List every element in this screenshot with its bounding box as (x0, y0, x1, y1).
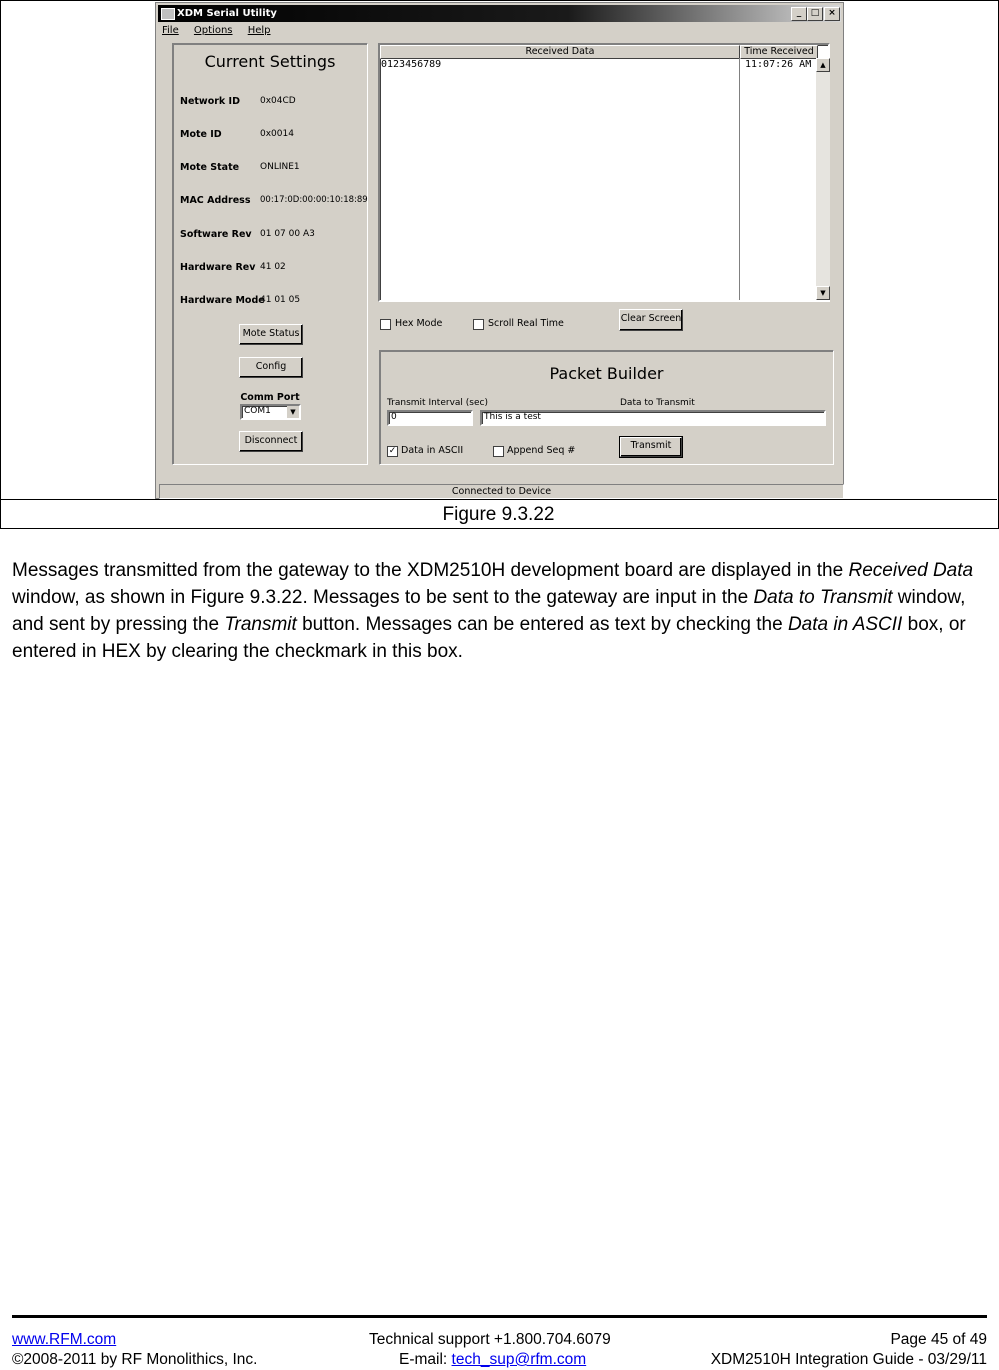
footer-email-link[interactable]: tech_sup@rfm.com (451, 1351, 587, 1368)
comm-port-select[interactable] (240, 404, 301, 420)
data-in-ascii-label: Data in ASCII (401, 445, 464, 456)
vertical-scrollbar[interactable] (816, 58, 830, 300)
para-italic-data-to-transmit: Data to Transmit (753, 587, 893, 608)
footer-page-number: Page 45 of 49 (890, 1331, 987, 1348)
para-italic-data-in-ascii: Data in ASCII (787, 614, 903, 635)
menu-file[interactable]: File (162, 25, 179, 36)
scroll-up-icon[interactable]: ▲ (816, 58, 830, 72)
current-settings-panel (172, 43, 368, 465)
para-italic-transmit: Transmit (224, 614, 297, 635)
received-data-header[interactable]: Received Data (380, 45, 740, 59)
software-rev-label: Software Rev (180, 229, 252, 240)
para-text-2: window, as shown in Figure 9.3.22. Messages to be sent to the gateway are input in the (12, 587, 754, 608)
network-id-label: Network ID (180, 96, 240, 107)
para-text-1: Messages transmitted from the gateway to the XDM2510H development board are displayed in the (12, 560, 849, 581)
maximize-button[interactable]: □ (807, 7, 823, 21)
data-to-transmit-input[interactable] (480, 410, 826, 426)
mote-id-label: Mote ID (180, 129, 222, 140)
footer-email-label: E-mail: (399, 1351, 452, 1368)
column-divider (739, 58, 740, 300)
figure-divider (0, 499, 997, 500)
hardware-mode-label: Hardware Mode (180, 295, 265, 306)
comm-port-value: COM1 (244, 406, 271, 416)
minimize-button[interactable]: _ (791, 7, 807, 21)
status-bar: Connected to Device (159, 484, 844, 499)
mac-address-label: MAC Address (180, 195, 251, 206)
hardware-rev-value: 41 02 (260, 262, 286, 272)
para-text-5: box, or entered in HEX by clearing the checkmark in this box. (12, 614, 966, 662)
network-id-value: 0x04CD (260, 96, 296, 106)
app-icon (161, 8, 175, 20)
mote-status-button[interactable]: Mote Status (239, 324, 303, 345)
footer-copyright: ©2008-2011 by RF Monolithics, Inc. (12, 1351, 258, 1368)
xdm-serial-utility-window (155, 2, 844, 499)
config-button[interactable]: Config (239, 357, 303, 378)
menu-help[interactable]: Help (247, 25, 271, 36)
disconnect-button[interactable]: Disconnect (239, 431, 303, 452)
footer-rule (12, 1315, 987, 1318)
current-settings-title: Current Settings (204, 52, 336, 71)
append-seq-checkbox[interactable] (493, 446, 504, 457)
packet-builder-panel (379, 350, 834, 465)
data-to-transmit-value: This is a test (484, 412, 541, 422)
comm-port-label: Comm Port (240, 392, 300, 403)
hardware-mode-value: 41 01 05 (260, 295, 301, 305)
transmit-interval-label: Transmit Interval (sec) (387, 398, 488, 408)
footer-website-link[interactable]: www.RFM.com (12, 1331, 117, 1348)
chevron-down-icon[interactable]: ▼ (287, 406, 299, 418)
time-received-header[interactable]: Time Received (740, 45, 818, 59)
data-to-transmit-label: Data to Transmit (620, 398, 695, 408)
figure-caption: Figure 9.3.22 (442, 504, 555, 525)
packet-builder-title: Packet Builder (549, 364, 664, 383)
transmit-button[interactable]: Transmit (620, 437, 682, 457)
hex-mode-label: Hex Mode (395, 318, 443, 329)
data-in-ascii-checkbox[interactable]: ✓ (388, 446, 397, 456)
time-received-value: 11:07:26 AM (745, 59, 812, 70)
scroll-real-time-checkbox[interactable] (473, 319, 484, 330)
software-rev-value: 01 07 00 A3 (260, 229, 315, 239)
mote-state-value: ONLINE1 (260, 162, 300, 172)
scroll-down-icon[interactable]: ▼ (816, 286, 830, 300)
body-paragraph (12, 557, 987, 665)
received-data-value: 0123456789 (381, 59, 442, 70)
menu-bar (162, 25, 283, 36)
received-data-list[interactable] (378, 43, 830, 302)
transmit-interval-value: 0 (391, 412, 397, 422)
footer-email (399, 1351, 586, 1369)
window-title: XDM Serial Utility (177, 8, 277, 19)
footer-doc-title: XDM2510H Integration Guide - 03/29/11 (710, 1351, 987, 1368)
clear-screen-button[interactable]: Clear Screen (619, 309, 683, 331)
append-seq-label: Append Seq # (507, 445, 576, 456)
close-button[interactable]: × (824, 7, 840, 21)
mote-state-label: Mote State (180, 162, 240, 173)
para-text-4: button. Messages can be entered as text by checking the (296, 614, 788, 635)
para-italic-received-data: Received Data (848, 560, 974, 581)
transmit-interval-input[interactable] (387, 410, 473, 426)
footer-support: Technical support +1.800.704.6079 (369, 1331, 611, 1348)
hex-mode-checkbox[interactable] (380, 319, 391, 330)
mac-address-value: 00:17:0D:00:00:10:18:89 (260, 195, 368, 205)
scroll-real-time-label: Scroll Real Time (488, 318, 564, 329)
para-text-3: window, and sent by pressing the (12, 587, 966, 635)
title-bar (158, 5, 841, 22)
menu-options[interactable]: Options (193, 25, 233, 36)
mote-id-value: 0x0014 (260, 129, 294, 139)
hardware-rev-label: Hardware Rev (180, 262, 256, 273)
